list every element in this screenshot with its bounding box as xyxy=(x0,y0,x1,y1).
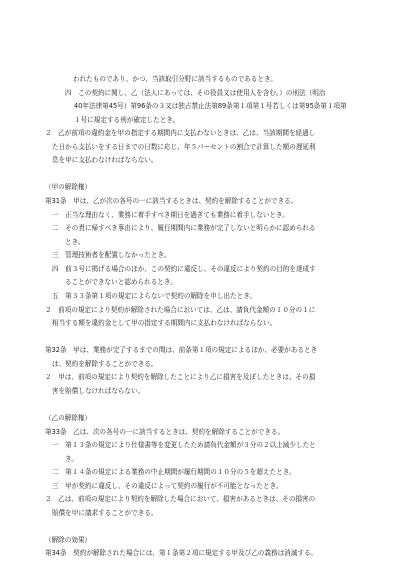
paragraph-2-cont: た日から支払いをする日までの日数に応じ、年５パーセントの割合で計算した額の遅延利 xyxy=(52,143,316,151)
article-32-paragraph-2-cont: 害を賠償しなければならない。 xyxy=(52,387,145,395)
paragraph-2: ２ 乙が前項の違約金を甲の指定する期間内に支払わないときは、乙は、当該期間を経過し xyxy=(45,129,316,137)
article-31-paragraph-2-cont: 相当する額を違約金として甲の指定する期間内に支払わなければならない。 xyxy=(52,319,277,327)
article-33-paragraph-2-cont: 賠償を甲に請求することができる。 xyxy=(52,509,158,517)
article-34: 第34条 契約が解除された場合には、第１条第２項に規定する甲及び乙の義務は消滅する。 xyxy=(45,549,318,557)
paragraph-2-cont: 息を甲に支払わなければならない。 xyxy=(52,156,158,164)
article-31-item-5: 五 第３３条第１項の規定によらないで契約の解除を申し出たとき。 xyxy=(52,292,257,300)
article-31-item-4-cont: ることができないと認められるとき。 xyxy=(65,278,177,286)
article-32: 第32条 甲は、業務が完了するまでの間は、前条第１項の規定によるほか、必要があるとき xyxy=(45,346,318,354)
article-31-item-1: 一 正当な理由なく、業務に着手すべき期日を過ぎても業務に着手しないとき。 xyxy=(52,211,289,219)
article-31-item-2-cont: とき。 xyxy=(65,238,85,246)
continuation-line: われたものであり、かつ、当該取引分野に該当するものであるとき。 xyxy=(73,75,277,83)
section-heading: （解除の効果） xyxy=(45,536,92,544)
article-31: 第31条 甲は、乙が次の各号の一に該当するときは、契約を解除することができる。 xyxy=(45,197,298,205)
article-33-paragraph-2: ２ 乙は、前項の規定により契約を解除した場合において、損害があるときは、その損害の xyxy=(45,495,316,503)
article-32-paragraph-2: ２ 甲は、前項の規定により契約を解除したことにより乙に損害を及ぼしたときは、その損 xyxy=(45,373,316,381)
article-33-item-1: 一 第１３条の規定により仕様書等を変更したため請負代金額が３分の２以上減少したと xyxy=(52,441,316,449)
clause-item-4-cont: 40年法律第45号）第96条の３又は独占禁止法第89条第１項第１号若しくは第95条第１項第 xyxy=(74,102,347,110)
clause-item-4: 四 この契約に関し、乙（法人にあっては、その役員又は使用人を含む。）の刑法（明治 xyxy=(65,89,326,97)
article-33-item-3: 三 甲が契約に違反し、その違反によって契約の履行が不可能となったとき。 xyxy=(52,482,283,490)
article-33-item-2: 二 第１４条の規定による業務の中止期間が履行期間の１０分の５を超えたとき。 xyxy=(52,468,296,476)
article-31-paragraph-2: ２ 前項の規定により契約が解除された場合においては、乙は、請負代金額の１０分の１に xyxy=(45,306,316,314)
clause-item-4-cont: １号に規定する刑が確定したとき。 xyxy=(74,116,180,124)
article-31-item-3: 三 管理技術者を配置しなかったとき。 xyxy=(52,251,171,259)
article-33: 第33条 乙は、次の各号の一に該当するときは、契約を解除することができる。 xyxy=(45,428,285,436)
article-32-cont: は、契約を解除することができる。 xyxy=(52,360,158,368)
article-31-item-2: 二 その責に帰すべき事由により、履行期間内に業務が完了しないと明らかに認められる xyxy=(52,224,316,232)
article-31-item-4: 四 前３号に掲げる場合のほか、この契約に違反し、その違反により契約の目的を達成す xyxy=(52,265,316,273)
article-33-item-1-cont: き。 xyxy=(65,455,78,463)
section-heading: （乙の解除権） xyxy=(45,414,92,422)
section-heading: （甲の解除権） xyxy=(45,183,92,191)
